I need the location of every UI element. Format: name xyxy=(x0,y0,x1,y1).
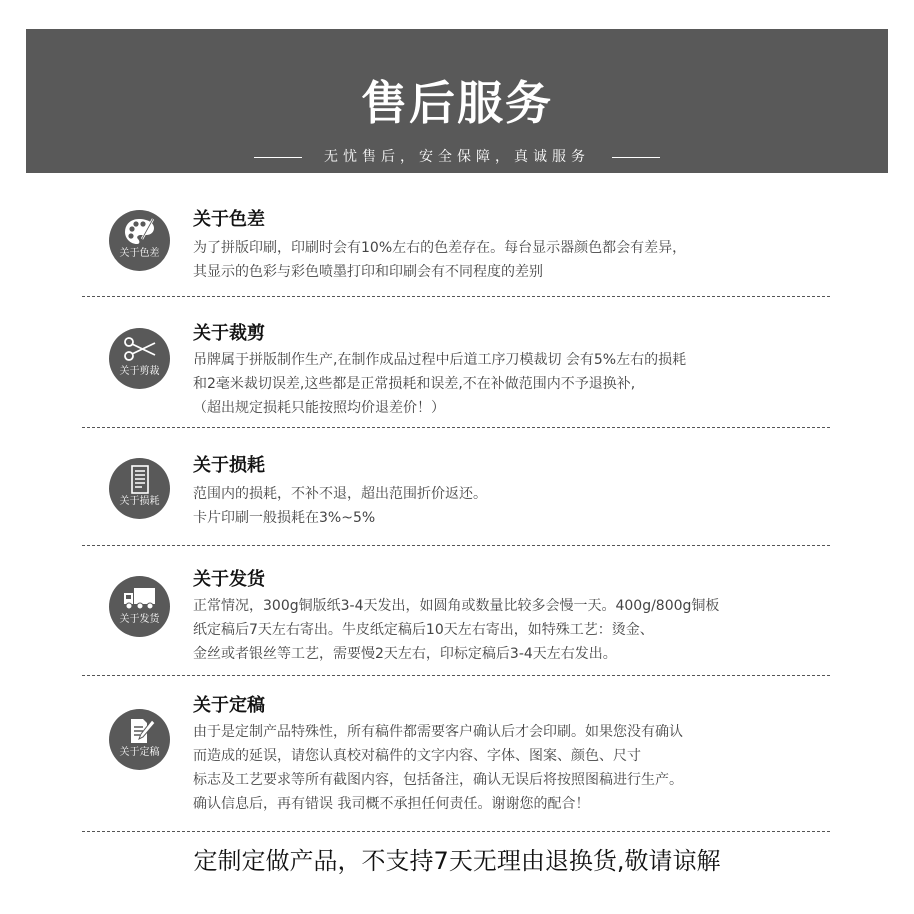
shipping-title: 关于发货 xyxy=(193,569,265,590)
shipping-line-1: 正常情况，300g铜版纸3-4天发出，如圆角或数量比较多会慢一天。400g/800g铜板 xyxy=(193,598,720,614)
section-divider xyxy=(82,831,830,832)
color-difference-line-1: 为了拼版印刷，印刷时会有10%左右的色差存在。每台显示器颜色都会有差异， xyxy=(193,240,687,256)
color-difference-line-2: 其显示的色彩与彩色喷墨打印和印刷会有不同程度的差别 xyxy=(193,264,543,280)
cutting-badge xyxy=(109,328,170,389)
page-title: 售后服务 xyxy=(361,76,553,130)
loss-badge-label: 关于损耗 xyxy=(119,496,160,507)
shipping-line-2: 纸定稿后7天左右寄出。牛皮纸定稿后10天左右寄出，如特殊工艺：烫金、 xyxy=(193,622,654,638)
loss-line-1: 范围内的损耗，不补不退，超出范围折价返还。 xyxy=(193,486,487,502)
cutting-line-3: （超出规定损耗只能按照均价退差价！） xyxy=(193,400,445,416)
footer-notice: 定制定做产品，不支持7天无理由退换货,敬请谅解 xyxy=(193,847,721,875)
loss-title: 关于损耗 xyxy=(193,455,265,476)
section-divider xyxy=(82,296,830,297)
shipping-line-3: 金丝或者银丝等工艺，需要慢2天左右，印标定稿后3-4天左右发出。 xyxy=(193,646,617,662)
section-divider xyxy=(82,545,830,546)
color-difference-badge-label: 关于色差 xyxy=(119,248,160,259)
final-draft-line-4: 确认信息后，再有错误 我司概不承担任何责任。谢谢您的配合！ xyxy=(193,796,590,812)
final-draft-badge-label: 关于定稿 xyxy=(119,747,160,758)
loss-badge xyxy=(109,458,170,519)
cutting-line-1: 吊牌属于拼版制作生产,在制作成品过程中后道工序刀模裁切 会有5%左右的损耗 xyxy=(193,352,687,368)
final-draft-line-2: 而造成的延误，请您认真校对稿件的文字内容、字体、图案、颜色、尺寸 xyxy=(193,748,641,764)
left-dash-divider xyxy=(254,157,302,158)
section-divider xyxy=(82,427,830,428)
shipping-badge-label: 关于发货 xyxy=(119,614,160,625)
color-difference-title: 关于色差 xyxy=(193,209,265,230)
shipping-badge xyxy=(109,576,170,637)
loss-line-2: 卡片印刷一般损耗在3%~5% xyxy=(193,510,376,526)
right-dash-divider xyxy=(612,157,660,158)
section-divider xyxy=(82,675,830,676)
header-subtitle xyxy=(26,147,888,167)
final-draft-line-1: 由于是定制产品特殊性，所有稿件都需要客户确认后才会印刷。如果您没有确认 xyxy=(193,724,683,740)
final-draft-line-3: 标志及工艺要求等所有截图内容，包括备注，确认无误后将按照图稿进行生产。 xyxy=(193,772,683,788)
final-draft-badge xyxy=(109,709,170,770)
header-banner xyxy=(26,29,888,173)
header-subtitle-text: 无忧售后，安全保障，真诚服务 xyxy=(324,149,590,165)
cutting-line-2: 和2毫米裁切误差,这些都是正常损耗和误差,不在补做范围内不予退换补, xyxy=(193,376,636,392)
final-draft-title: 关于定稿 xyxy=(193,695,265,716)
color-difference-badge xyxy=(109,210,170,271)
cutting-title: 关于裁剪 xyxy=(193,323,265,344)
cutting-badge-label: 关于剪裁 xyxy=(119,366,160,377)
